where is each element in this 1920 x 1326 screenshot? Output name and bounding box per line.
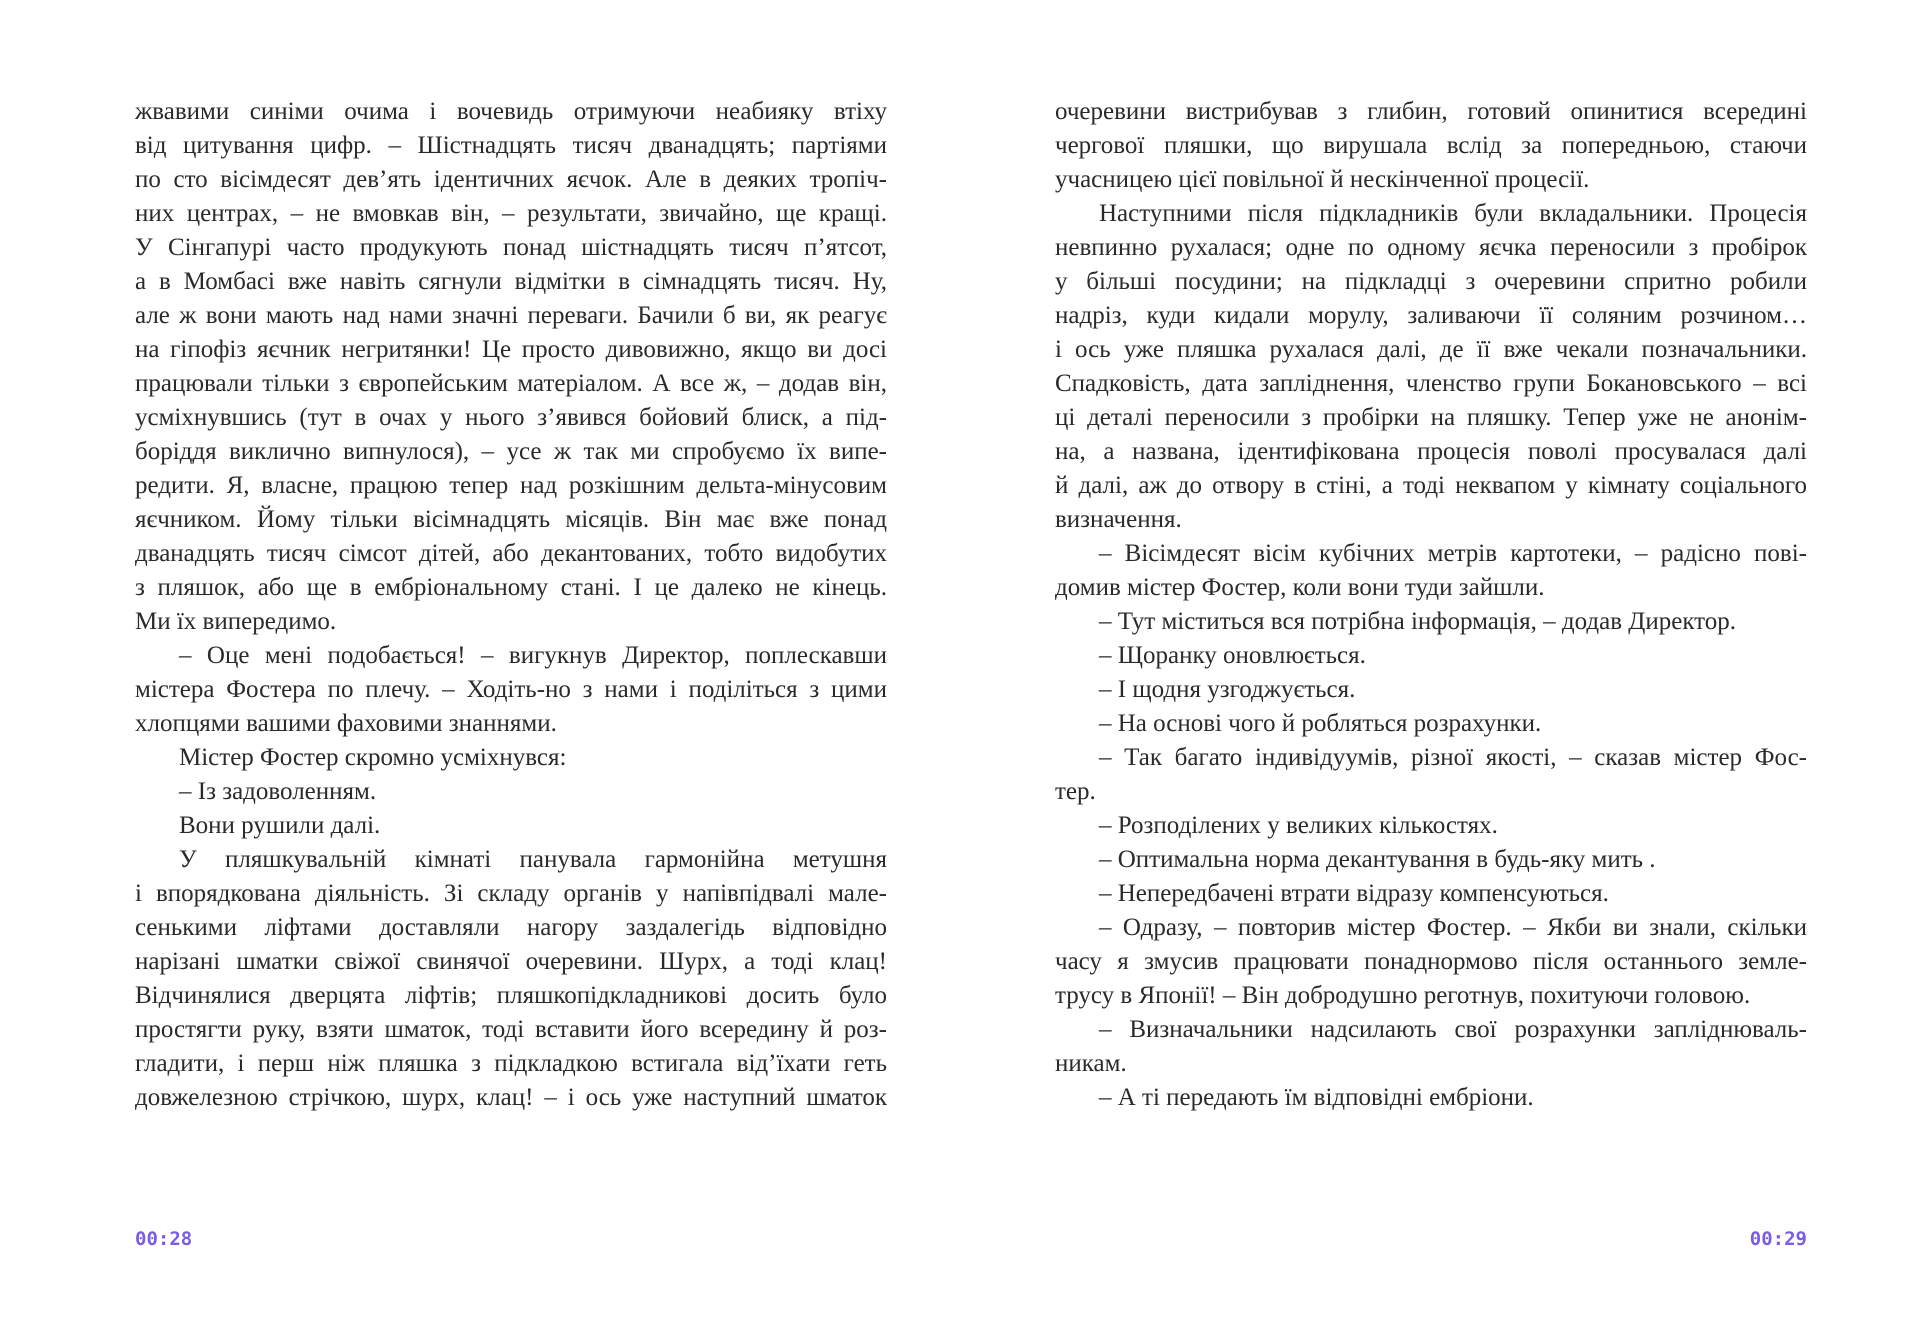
- text-line: Містер Фостер скромно усміхнувся:: [179, 744, 567, 771]
- text-line: – Одразу, – повторив містер Фостер. – Якби ви знали, скільки: [1099, 914, 1807, 941]
- text-line: домив містер Фостер, коли вони туди зайшли.: [1055, 574, 1545, 601]
- text-line: – Оптимальна норма декантування в будь-яку мить .: [1099, 846, 1656, 873]
- text-line: на гіпофіз яєчник негритянки! Це просто дивовижно, якщо ви досі: [135, 336, 887, 363]
- text-line: усміхнувшись (тут в очах у нього з’явився бойовий блиск, а під-: [135, 404, 887, 431]
- text-line: – Із задоволенням.: [179, 778, 377, 805]
- text-line: часу я змусив працювати понаднормово після останнього земле-: [1055, 948, 1807, 975]
- text-line: визначення.: [1055, 506, 1182, 533]
- text-line: чергової пляшки, що вирушала вслід за попередньою, стаючи: [1055, 132, 1807, 159]
- text-line: простягти руку, взяти шматок, тоді вставити його всередину й роз-: [135, 1016, 887, 1043]
- text-line: – Щоранку оновлюється.: [1099, 642, 1366, 669]
- text-line: у більші посудини; на підкладці з очеревини спритно робили: [1055, 268, 1807, 295]
- text-line: й далі, аж до отвору в стіні, а тоді неквапом у кімнату соціального: [1055, 472, 1807, 499]
- text-line: від цитування цифр. – Шістнадцять тисяч дванадцять; партіями: [135, 132, 887, 159]
- text-line: – А ті передають їм відповідні ембріони.: [1099, 1084, 1534, 1111]
- text-line: – На основі чого й робляться розрахунки.: [1099, 710, 1542, 737]
- text-line: а в Момбасі вже навіть сягнули відмітки в сімнадцять тисяч. Ну,: [135, 268, 887, 295]
- text-line: невпинно рухалася; одне по одному яєчка переносили з пробірок: [1055, 234, 1807, 261]
- text-line: – Визначальники надсилають свої розрахунки запліднюваль-: [1099, 1016, 1807, 1043]
- text-line: – Розподілених у великих кількостях.: [1099, 812, 1498, 839]
- text-line: Ми їх випередимо.: [135, 608, 337, 635]
- text-line: яєчником. Йому тільки вісімнадцять місяців. Він має вже понад: [135, 506, 887, 533]
- text-line: У Сінгапурі часто продукують понад шістнадцять тисяч п’ятсот,: [135, 234, 887, 261]
- text-line: і ось уже пляшка рухалася далі, де її вже чекали позначальники.: [1055, 336, 1807, 363]
- text-line: – Вісімдесят вісім кубічних метрів картотеки, – радісно пові-: [1099, 540, 1807, 567]
- text-line: з пляшок, або ще в ембріональному стані. І це далеко не кінець.: [135, 574, 887, 601]
- text-line: але ж вони мають над нами значні переваги. Бачили б ви, як реагує: [135, 302, 887, 329]
- text-line: гладити, і перш ніж пляшка з підкладкою встигала від’їхати геть: [135, 1050, 887, 1077]
- text-line: дванадцять тисяч сімсот дітей, або декантованих, тобто видобутих: [135, 540, 887, 567]
- text-line: редити. Я, власне, працюю тепер над розкішним дельта-мінусовим: [135, 472, 887, 499]
- text-line: працювали тільки з європейським матеріалом. А все ж, – додав він,: [135, 370, 887, 397]
- text-line: очеревини вистрибував з глибин, готовий опинитися всередині: [1055, 98, 1807, 125]
- text-line: – Так багато індивідуумів, різної якості, – сказав містер Фос-: [1099, 744, 1807, 771]
- text-line: У пляшкувальній кімнаті панувала гармонійна метушня: [179, 846, 887, 873]
- text-line: жвавими синіми очима і вочевидь отримуючи неабияку втіху: [135, 98, 887, 125]
- text-line: хлопцями вашими фаховими знаннями.: [135, 710, 557, 737]
- text-line: надріз, куди кидали морулу, заливаючи її соляним розчином…: [1055, 302, 1807, 329]
- text-line: сенькими ліфтами доставляли нагору заздалегідь відповідно: [135, 914, 887, 941]
- right-page-text: [1055, 95, 1807, 1115]
- text-line: боріддя виклично випнулося), – усе ж так ми спробуємо їх випе-: [135, 438, 887, 465]
- text-line: Відчинялися дверцята ліфтів; пляшкопідкладникові досить було: [135, 982, 887, 1009]
- text-line: довжелезною стрічкою, шурх, клац! – і ось уже наступний шматок: [135, 1084, 887, 1111]
- text-line: – Непередбачені втрати відразу компенсуються.: [1099, 880, 1609, 907]
- text-line: нарізані шматки свіжої свинячої очеревини. Шурх, а тоді клац!: [135, 948, 887, 975]
- text-line: ці деталі переносили з пробірки на пляшку. Тепер уже не анонім-: [1055, 404, 1807, 431]
- text-line: – Оце мені подобається! – вигукнув Директор, поплескавши: [179, 642, 887, 669]
- text-line: – Тут міститься вся потрібна інформація, – додав Директор.: [1099, 608, 1736, 635]
- text-line: містера Фостера по плечу. – Ходіть-но з нами і поділіться з цими: [135, 676, 887, 703]
- right-page-number: 00:29: [1749, 1228, 1807, 1250]
- text-line: і впорядкована діяльність. Зі складу органів у напівпідвалі мале-: [135, 880, 887, 907]
- text-line: Спадковість, дата запліднення, членство групи Бокановського – всі: [1055, 370, 1807, 397]
- text-line: на, а названа, ідентифікована процесія поволі просувалася далі: [1055, 438, 1807, 465]
- text-line: Наступними після підкладників були вкладальники. Процесія: [1099, 200, 1807, 227]
- text-line: учасницею цієї повільної й нескінченної процесії.: [1055, 166, 1590, 193]
- text-line: них центрах, – не вмовкав він, – результати, звичайно, ще кращі.: [135, 200, 887, 227]
- left-page-text: [135, 95, 887, 1115]
- text-line: по сто вісімдесят дев’ять ідентичних яєчок. Але в деяких тропіч-: [135, 166, 887, 193]
- text-line: тер.: [1055, 778, 1096, 805]
- text-line: никам.: [1055, 1050, 1127, 1077]
- text-line: – І щодня узгоджується.: [1099, 676, 1356, 703]
- text-line: трусу в Японії! – Він добродушно реготнув, похитуючи головою.: [1055, 982, 1751, 1009]
- text-line: Вони рушили далі.: [179, 812, 381, 839]
- left-page-number: 00:28: [135, 1228, 193, 1250]
